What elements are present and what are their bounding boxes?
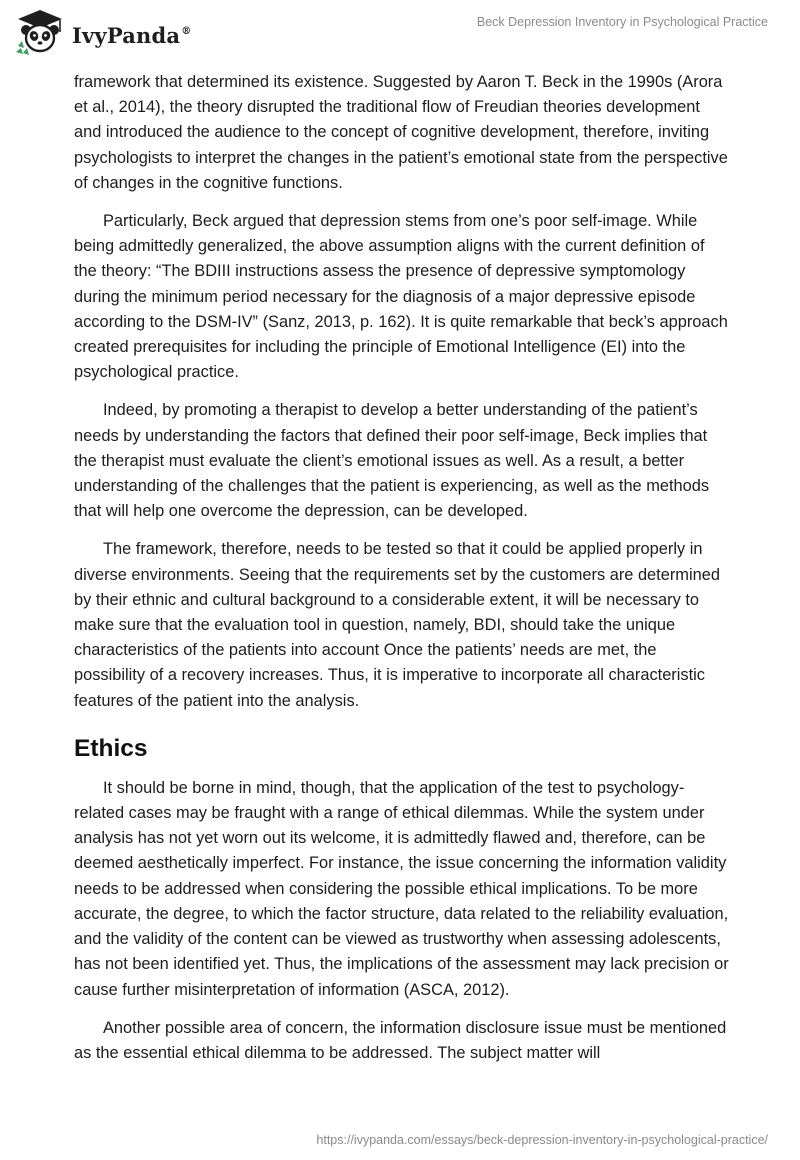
running-title: Beck Depression Inventory in Psychological Practice xyxy=(476,15,768,29)
page-header xyxy=(0,0,800,66)
paragraph-continuation: framework that determined its existence. Suggested by Aaron T. Beck in the 1990s (Arora et al., 2014), the theory disrupted the traditional flow of Freudian theories development and introduced the audience to the concept of cognitive development, therefore, inviting psychologists to interpret the changes in the patient’s emotional state from the perspective of changes in the cognitive functions. xyxy=(74,73,728,192)
ivypanda-logo[interactable] xyxy=(14,8,191,56)
panda-graduate-icon xyxy=(14,8,66,56)
paragraph: Particularly, Beck argued that depression stems from one’s poor self-image. While being admittedly generalized, the above assumption aligns with the current definition of the theory: “The BDIII instructions assess the presence of depressive symptomology during the minimum period necessary for the diagnosis of a major depressive episode according to the DSM-IV” (Sanz, 2013, p. 162). It is quite remarkable that beck’s approach created prerequisites for including the principle of Emotional Intelligence (EI) into the psychological practice. xyxy=(74,212,728,382)
paragraph: It should be borne in mind, though, that the application of the test to psychology-related cases may be fraught with a range of ethical dilemmas. While the system under analysis has not yet worn out its welcome, it is admittedly flawed and, therefore, can be deemed aesthetically imperfect. For instance, the issue concerning the information validity needs to be addressed when considering the possible ethical implications. To be more accurate, the degree, to which the factor structure, data related to the reliability evaluation, and the validity of the content can be viewed as trustworthy when assessing adolescents, has not been identified yet. Thus, the implications of the assessment may lack precision or cause further misinterpretation of information (ASCA, 2012). xyxy=(74,778,729,999)
source-url-link[interactable]: https://ivypanda.com/essays/beck-depression-inventory-in-psychological-practice/ xyxy=(316,1133,768,1147)
paragraph: The framework, therefore, needs to be tested so that it could be applied properly in diverse environments. Seeing that the requirements set by the customers are determined by their ethnic and cultural background to a considerable extent, it will be necessary to make sure that the evaluation tool in question, namely, BDI, should take the unique characteristics of the patients into account Once the patients’ needs are met, the possibility of a recovery increases. Thus, it is imperative to incorporate all characteristic features of the patient into the analysis. xyxy=(74,540,720,710)
paragraph: Another possible area of concern, the information disclosure issue must be mentioned as the essential ethical dilemma to be addressed. The subject matter will xyxy=(74,1018,727,1062)
essay-content xyxy=(74,70,730,1079)
section-heading-ethics: Ethics xyxy=(74,734,148,762)
brand-name: IvyPanda® xyxy=(72,22,192,48)
paragraph: Indeed, by promoting a therapist to develop a better understanding of the patient’s needs by understanding the factors that defined their poor self-image, Beck implies that the therapist must evaluate the client’s emotional issues as well. As a result, a better understanding of the challenges that the patient is experiencing, as well as the methods that will help one overcome the depression, can be developed. xyxy=(74,401,710,521)
